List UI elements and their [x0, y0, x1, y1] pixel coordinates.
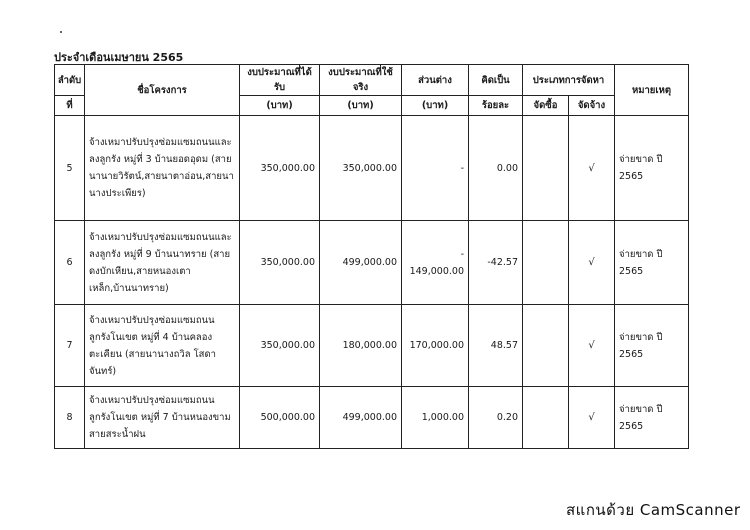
col-header-type-hire: จัดจ้าง [569, 96, 615, 116]
budget-table [54, 64, 689, 449]
percentage: -42.57 [469, 221, 523, 305]
percentage: 0.00 [469, 116, 523, 221]
type-hire-check: √ [569, 221, 615, 305]
type-buy-cell [523, 221, 569, 305]
col-header-received-unit: (บาท) [240, 96, 320, 116]
type-buy-cell [523, 116, 569, 221]
col-header-diff: ส่วนต่าง [402, 65, 469, 96]
col-header-note: หมายเหตุ [615, 65, 689, 116]
page-heading: ประจำเดือนเมษายน 2565 [54, 51, 184, 64]
budget-actual: 350,000.00 [320, 116, 402, 221]
col-header-no-2: ที่ [55, 96, 85, 116]
camscanner-watermark: สแกนด้วย CamScanner [566, 501, 741, 519]
col-header-type-buy: จัดซื้อ [523, 96, 569, 116]
scan-speck [60, 31, 62, 33]
percentage: 48.57 [469, 305, 523, 387]
col-header-pct: คิดเป็น [469, 65, 523, 96]
note-cell: จ่ายขาด ปี 2565 [615, 221, 689, 305]
col-header-received: งบประมาณที่ได้รับ [240, 65, 320, 96]
budget-actual: 499,000.00 [320, 387, 402, 449]
table-row [55, 116, 689, 221]
col-header-no: ลำดับ [55, 65, 85, 96]
budget-actual: 499,000.00 [320, 221, 402, 305]
col-header-actual: งบประมาณที่ใช้จริง [320, 65, 402, 96]
note-cell: จ่ายขาด ปี 2565 [615, 116, 689, 221]
project-name: จ้างเหมาปรับปรุงซ่อมแซมถนนและลงลูกรัง หมู่ที่ 3 บ้านยอดอุดม (สายนานายวิรัตน์,สายนาตาอ่อน,สายนานางประเพียร) [85, 116, 240, 221]
col-header-pct-unit: ร้อยละ [469, 96, 523, 116]
type-hire-check: √ [569, 305, 615, 387]
budget-received: 350,000.00 [240, 116, 320, 221]
note-cell: จ่ายขาด ปี 2565 [615, 387, 689, 449]
project-name: จ้างเหมาปรับปรุงซ่อมแซมถนนลูกรังโนเขต หมู่ที่ 4 บ้านคลองตะเคียน (สายนานางถวิล โสดาจันทร์) [85, 305, 240, 387]
row-number: 7 [55, 305, 85, 387]
type-hire-check: √ [569, 116, 615, 221]
budget-difference: - 149,000.00 [402, 221, 469, 305]
budget-difference: 1,000.00 [402, 387, 469, 449]
col-header-type: ประเภทการจัดหา [523, 65, 615, 96]
table-row [55, 221, 689, 305]
row-number: 5 [55, 116, 85, 221]
type-buy-cell [523, 387, 569, 449]
col-header-actual-unit: (บาท) [320, 96, 402, 116]
percentage: 0.20 [469, 387, 523, 449]
budget-received: 350,000.00 [240, 221, 320, 305]
project-name: จ้างเหมาปรับปรุงซ่อมแซมถนนและลงลูกรัง หมู่ที่ 9 บ้านนาทราย (สายดงบักเหียน,สายหนองเตาเหล็ก,บ้านนาทราย) [85, 221, 240, 305]
type-hire-check: √ [569, 387, 615, 449]
budget-difference: 170,000.00 [402, 305, 469, 387]
row-number: 8 [55, 387, 85, 449]
table-row [55, 387, 689, 449]
table-row [55, 305, 689, 387]
budget-received: 500,000.00 [240, 387, 320, 449]
row-number: 6 [55, 221, 85, 305]
budget-difference: - [402, 116, 469, 221]
type-buy-cell [523, 305, 569, 387]
col-header-project: ชื่อโครงการ [85, 65, 240, 116]
budget-received: 350,000.00 [240, 305, 320, 387]
note-cell: จ่ายขาด ปี 2565 [615, 305, 689, 387]
budget-actual: 180,000.00 [320, 305, 402, 387]
col-header-diff-unit: (บาท) [402, 96, 469, 116]
project-name: จ้างเหมาปรับปรุงซ่อมแซมถนนลูกรังโนเขต หมู่ที่ 7 บ้านหนองขาม สายสระน้ำฝน [85, 387, 240, 449]
header-row-1 [55, 65, 689, 96]
